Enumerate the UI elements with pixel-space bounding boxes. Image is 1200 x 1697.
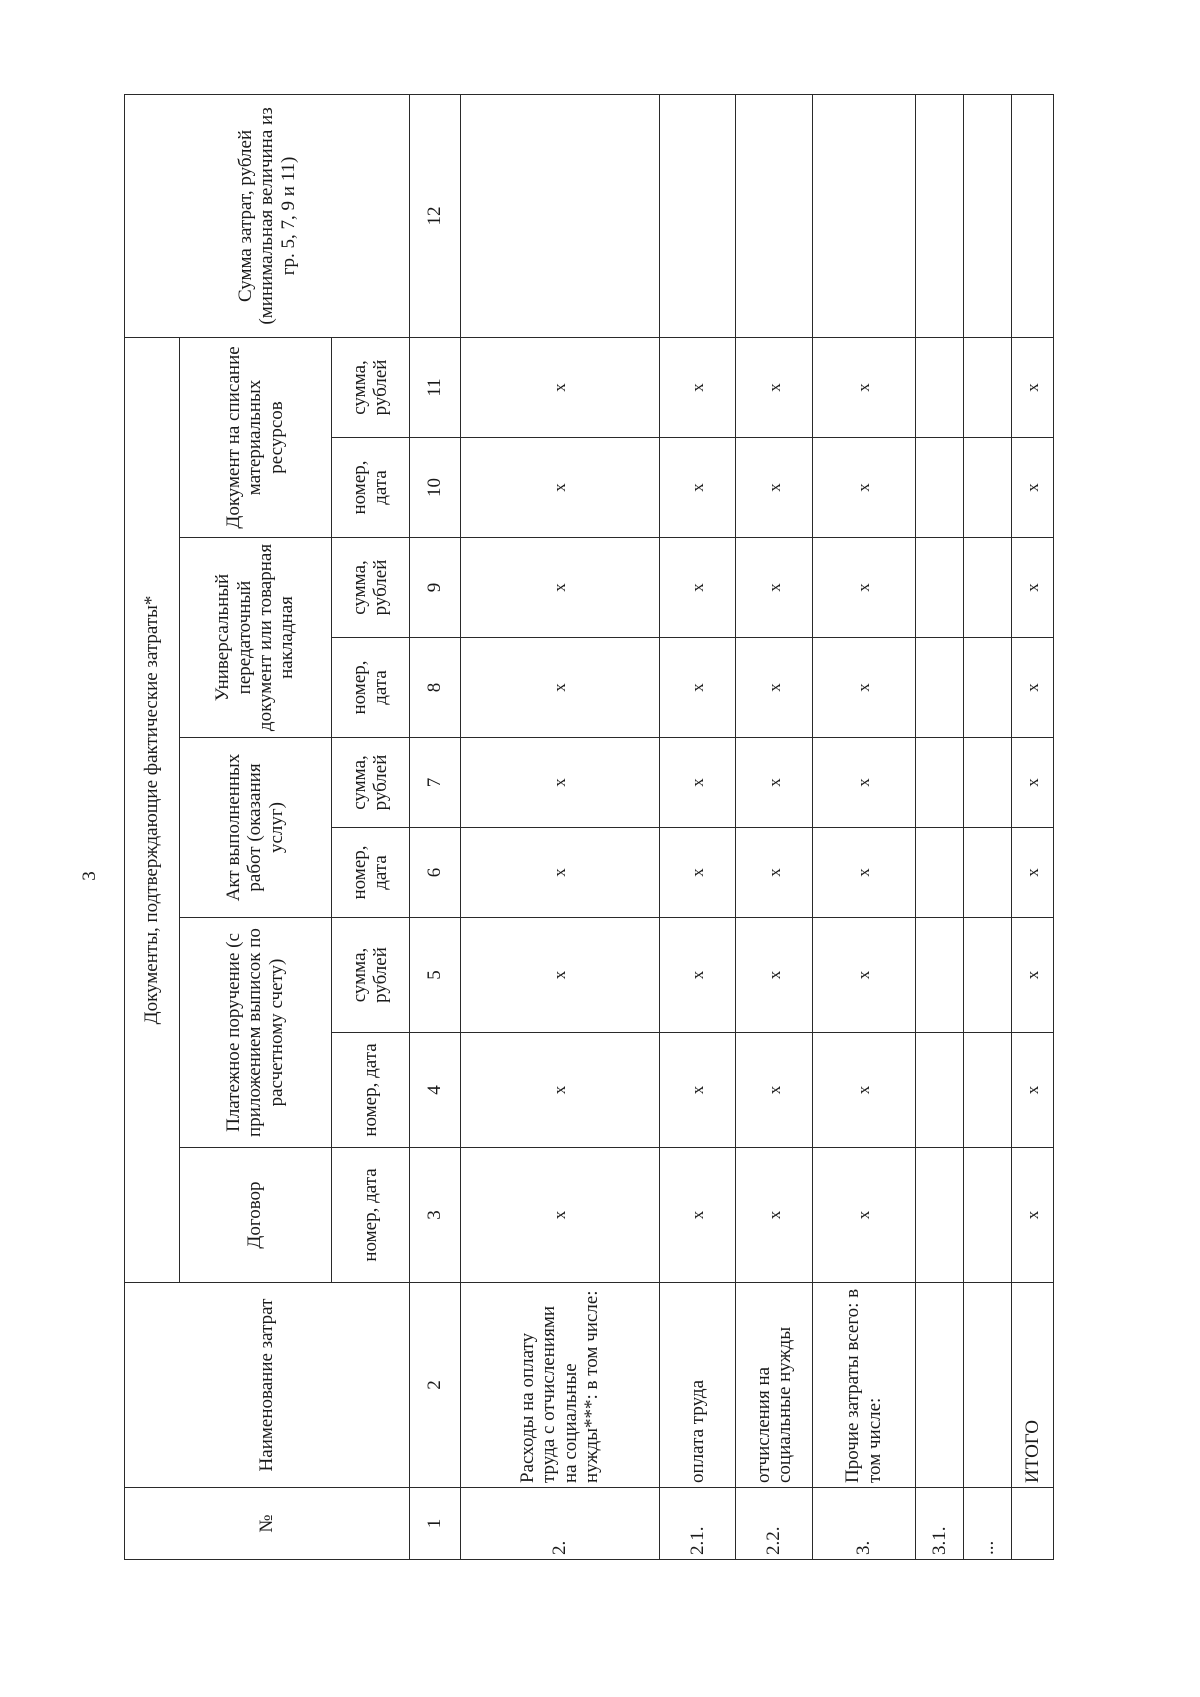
cell-mark: x bbox=[736, 1033, 813, 1148]
cell-total bbox=[736, 94, 813, 337]
row-number: 2.2. bbox=[736, 1488, 813, 1560]
column-numbers-row bbox=[410, 94, 460, 1559]
cell-mark bbox=[963, 738, 1011, 828]
subheader-sum: сумма, рублей bbox=[331, 337, 410, 437]
cell-mark: x bbox=[659, 538, 736, 638]
column-number: 2 bbox=[410, 1283, 460, 1488]
table-row bbox=[460, 94, 659, 1559]
subheader-num-date: номер, дата bbox=[331, 438, 410, 538]
subheader-sum: сумма, рублей bbox=[331, 738, 410, 828]
cell-mark: x bbox=[736, 828, 813, 918]
cell-mark: x bbox=[812, 438, 915, 538]
cell-mark bbox=[963, 638, 1011, 738]
row-number: 3.1. bbox=[915, 1488, 963, 1560]
cell-mark bbox=[915, 1033, 963, 1148]
header-num: № bbox=[125, 1488, 410, 1560]
table-row bbox=[915, 94, 963, 1559]
cell-total bbox=[659, 94, 736, 337]
column-number: 4 bbox=[410, 1033, 460, 1148]
cell-mark bbox=[963, 538, 1011, 638]
table-body bbox=[460, 94, 1053, 1559]
cell-mark: x bbox=[812, 1148, 915, 1283]
cell-mark: x bbox=[1011, 1148, 1053, 1283]
cell-mark: x bbox=[460, 1148, 659, 1283]
cell-mark: x bbox=[460, 828, 659, 918]
column-number: 5 bbox=[410, 918, 460, 1033]
column-number: 6 bbox=[410, 828, 460, 918]
cell-mark bbox=[963, 1033, 1011, 1148]
cell-mark bbox=[963, 337, 1011, 437]
cell-mark: x bbox=[1011, 538, 1053, 638]
cell-mark: x bbox=[460, 638, 659, 738]
column-number: 8 bbox=[410, 638, 460, 738]
cell-mark bbox=[963, 918, 1011, 1033]
row-number: 3. bbox=[812, 1488, 915, 1560]
row-number bbox=[1011, 1488, 1053, 1560]
cell-mark bbox=[963, 828, 1011, 918]
cell-mark: x bbox=[736, 918, 813, 1033]
subheader-sum: сумма, рублей bbox=[331, 538, 410, 638]
subheader-num-date: номер, дата bbox=[331, 828, 410, 918]
cell-mark: x bbox=[659, 738, 736, 828]
cell-mark: x bbox=[460, 918, 659, 1033]
column-number: 9 bbox=[410, 538, 460, 638]
cell-mark bbox=[963, 438, 1011, 538]
row-name: Расходы на оплату труда с отчислениями на социальные нужды***: в том числе: bbox=[460, 1283, 659, 1488]
cell-mark: x bbox=[659, 918, 736, 1033]
page-number: 3 bbox=[79, 871, 100, 881]
subheader-sum: сумма, рублей bbox=[331, 918, 410, 1033]
cell-mark: x bbox=[812, 538, 915, 638]
cell-mark: x bbox=[736, 538, 813, 638]
header-work-act: Акт выполненных работ (оказания услуг) bbox=[179, 738, 331, 918]
cell-mark: x bbox=[812, 1033, 915, 1148]
cell-mark: x bbox=[1011, 738, 1053, 828]
column-number: 11 bbox=[410, 337, 460, 437]
expenses-table bbox=[124, 94, 1054, 1560]
table-row bbox=[812, 94, 915, 1559]
table-row bbox=[736, 94, 813, 1559]
cell-mark: x bbox=[1011, 337, 1053, 437]
cell-mark: x bbox=[736, 438, 813, 538]
cell-mark: x bbox=[736, 1148, 813, 1283]
cell-mark: x bbox=[460, 738, 659, 828]
table-row bbox=[1011, 94, 1053, 1559]
cell-mark: x bbox=[812, 738, 915, 828]
cell-mark: x bbox=[1011, 1033, 1053, 1148]
column-number: 10 bbox=[410, 438, 460, 538]
header-documents-group: Документы, подтверждающие фактические затраты* bbox=[125, 337, 180, 1282]
cell-mark: x bbox=[460, 538, 659, 638]
cell-mark: x bbox=[460, 1033, 659, 1148]
row-number: 2. bbox=[460, 1488, 659, 1560]
row-number: ... bbox=[963, 1488, 1011, 1560]
row-number: 2.1. bbox=[659, 1488, 736, 1560]
cell-mark: x bbox=[659, 828, 736, 918]
row-name: отчисления на социальные нужды bbox=[736, 1283, 813, 1488]
cell-mark: x bbox=[460, 337, 659, 437]
cell-mark: x bbox=[1011, 918, 1053, 1033]
cell-mark: x bbox=[812, 638, 915, 738]
cell-total bbox=[812, 94, 915, 337]
cell-mark: x bbox=[812, 337, 915, 437]
cell-mark: x bbox=[659, 1148, 736, 1283]
cell-total bbox=[1011, 94, 1053, 337]
cell-mark: x bbox=[736, 337, 813, 437]
rotated-table-container bbox=[124, 95, 1054, 1560]
table-row bbox=[659, 94, 736, 1559]
row-name: ИТОГО bbox=[1011, 1283, 1053, 1488]
cell-mark bbox=[915, 918, 963, 1033]
cell-mark: x bbox=[812, 828, 915, 918]
table-row bbox=[963, 94, 1011, 1559]
cell-mark: x bbox=[1011, 438, 1053, 538]
subheader-contract-num-date: номер, дата bbox=[331, 1148, 410, 1283]
cell-mark bbox=[915, 538, 963, 638]
cell-mark: x bbox=[659, 638, 736, 738]
cell-mark bbox=[915, 828, 963, 918]
column-number: 1 bbox=[410, 1488, 460, 1560]
cell-mark: x bbox=[1011, 638, 1053, 738]
row-name bbox=[963, 1283, 1011, 1488]
row-name bbox=[915, 1283, 963, 1488]
cell-mark bbox=[915, 738, 963, 828]
cell-mark: x bbox=[659, 337, 736, 437]
cell-mark bbox=[915, 1148, 963, 1283]
row-name: Прочие затраты всего: в том числе: bbox=[812, 1283, 915, 1488]
cell-mark bbox=[915, 337, 963, 437]
cell-mark: x bbox=[736, 638, 813, 738]
cell-total bbox=[915, 94, 963, 337]
header-writeoff: Документ на списание материальных ресурсов bbox=[179, 337, 331, 537]
header-name: Наименование затрат bbox=[125, 1283, 410, 1488]
cell-mark: x bbox=[736, 738, 813, 828]
subheader-num-date: номер, дата bbox=[331, 1033, 410, 1148]
header-payment-order: Платежное поручение (с приложением выписок по расчетному счету) bbox=[179, 918, 331, 1148]
subheader-num-date: номер, дата bbox=[331, 638, 410, 738]
cell-total bbox=[460, 94, 659, 337]
column-number: 3 bbox=[410, 1148, 460, 1283]
cell-mark: x bbox=[1011, 828, 1053, 918]
cell-mark bbox=[915, 438, 963, 538]
header-upd: Универсальный передаточный документ или товарная накладная bbox=[179, 538, 331, 738]
cell-mark: x bbox=[659, 438, 736, 538]
header-contract: Договор bbox=[179, 1148, 331, 1283]
row-name: оплата труда bbox=[659, 1283, 736, 1488]
cell-mark: x bbox=[812, 918, 915, 1033]
column-number: 12 bbox=[410, 94, 460, 337]
cell-mark: x bbox=[460, 438, 659, 538]
cell-mark bbox=[915, 638, 963, 738]
cell-mark bbox=[963, 1148, 1011, 1283]
column-number: 7 bbox=[410, 738, 460, 828]
cell-total bbox=[963, 94, 1011, 337]
cell-mark: x bbox=[659, 1033, 736, 1148]
header-total: Сумма затрат, рублей (минимальная величина из гр. 5, 7, 9 и 11) bbox=[125, 94, 410, 337]
